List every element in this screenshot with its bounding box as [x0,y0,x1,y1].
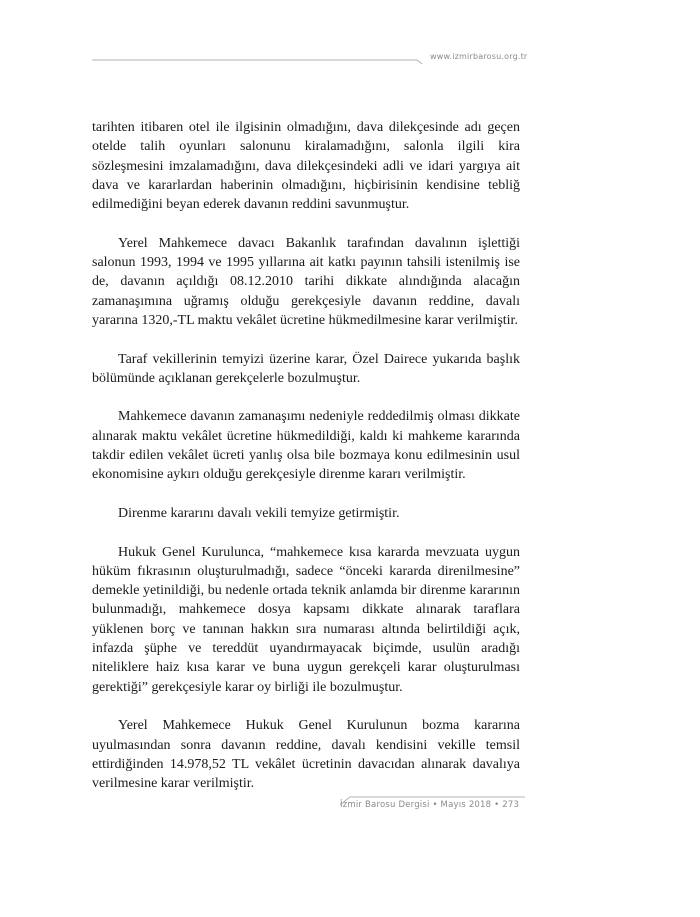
paragraph-7: Yerel Mahkemece Hukuk Genel Kurulunun bozma kararına uyulmasından sonra davanın reddine, davalı kendisini vekille temsil ettirdiğinden 14.978,52 TL vekâlet ücretinin davacıdan alınarak davalıya verilmesine karar verilmiştir. [92,718,520,792]
paragraph-6: Hukuk Genel Kurulunca, “mahkemece kısa kararda mevzuata uygun hüküm fıkrasının oluşturulmadığı, sadece “önceki kararda direnilmesine” demekle yetinildiği, bu nedenle ortada teknik anlamda bir direnme kararının bulunmadığı, mahkemece dosya kapsamı dikkate alınarak taraflara yüklenen borç ve tanınan hakkın sıra numarası altında belirtildiği açık, infazda şüphe ve tereddüt uyandırmayacak biçimde, usulün aradığı niteliklere haiz kısa karar ve buna uygun gerekçeli karar oluşturulması gerektiği” gerekçesiyle karar oy birliği ile bozulmuştur. [92,544,520,695]
paragraph-1: tarihten itibaren otel ile ilgisinin olmadığını, dava dilekçesinde adı geçen otelde talih oyunları salonunu kiralamadığını, salonla ilgili kira sözleşmesini imzalamadığını, dava dilekçesindeki adli ve idari yargıya ait dava ve kararlardan haberinin olmadığını, hiçbirisinin kendisine tebliğ edilmediğini beyan ederek davanın reddini savunmuştur. [92,120,520,213]
paragraph-2: Yerel Mahkemece davacı Bakanlık tarafından davalının işlettiği salonun 1993, 1994 ve 1995 yıllarına ait katkı payının tahsili istenilmiş ise de, davanın açıldığı 08.12.2010 tarihi dikkate alındığında alacağın zamanaşımına uğramış olduğu gerekçesiyle davanın reddine, davalı yararına 1320,-TL maktu vekâlet ücretine hükmedilmesine karar verilmiştir. [92,235,520,328]
body-text [92,118,520,813]
paragraph-4: Mahkemece davanın zamanaşımı nedeniyle reddedilmiş olması dikkate alınarak maktu vekâlet ücretine hükmedildiği, kaldı ki mahkeme kararında takdir edilen vekâlet ücreti yanlış olsa bile bozmaya konu edilmesinin usul ekonomisine aykırı olduğu gerekçesiyle direnme kararı verilmiştir. [92,409,520,483]
paragraph-3: Taraf vekillerinin temyizi üzerine karar, Özel Dairece yukarıda başlık bölümünde açıklanan gerekçelerle bozulmuştur. [92,351,520,386]
header-rule [92,54,422,66]
header-url[interactable]: www.izmirbarosu.org.tr [430,52,528,61]
paragraph-5: Direnme kararını davalı vekili temyize getirmiştir. [118,505,400,521]
footer-text: İzmir Barosu Dergisi • Mayıs 2018 • 273 [340,800,520,810]
